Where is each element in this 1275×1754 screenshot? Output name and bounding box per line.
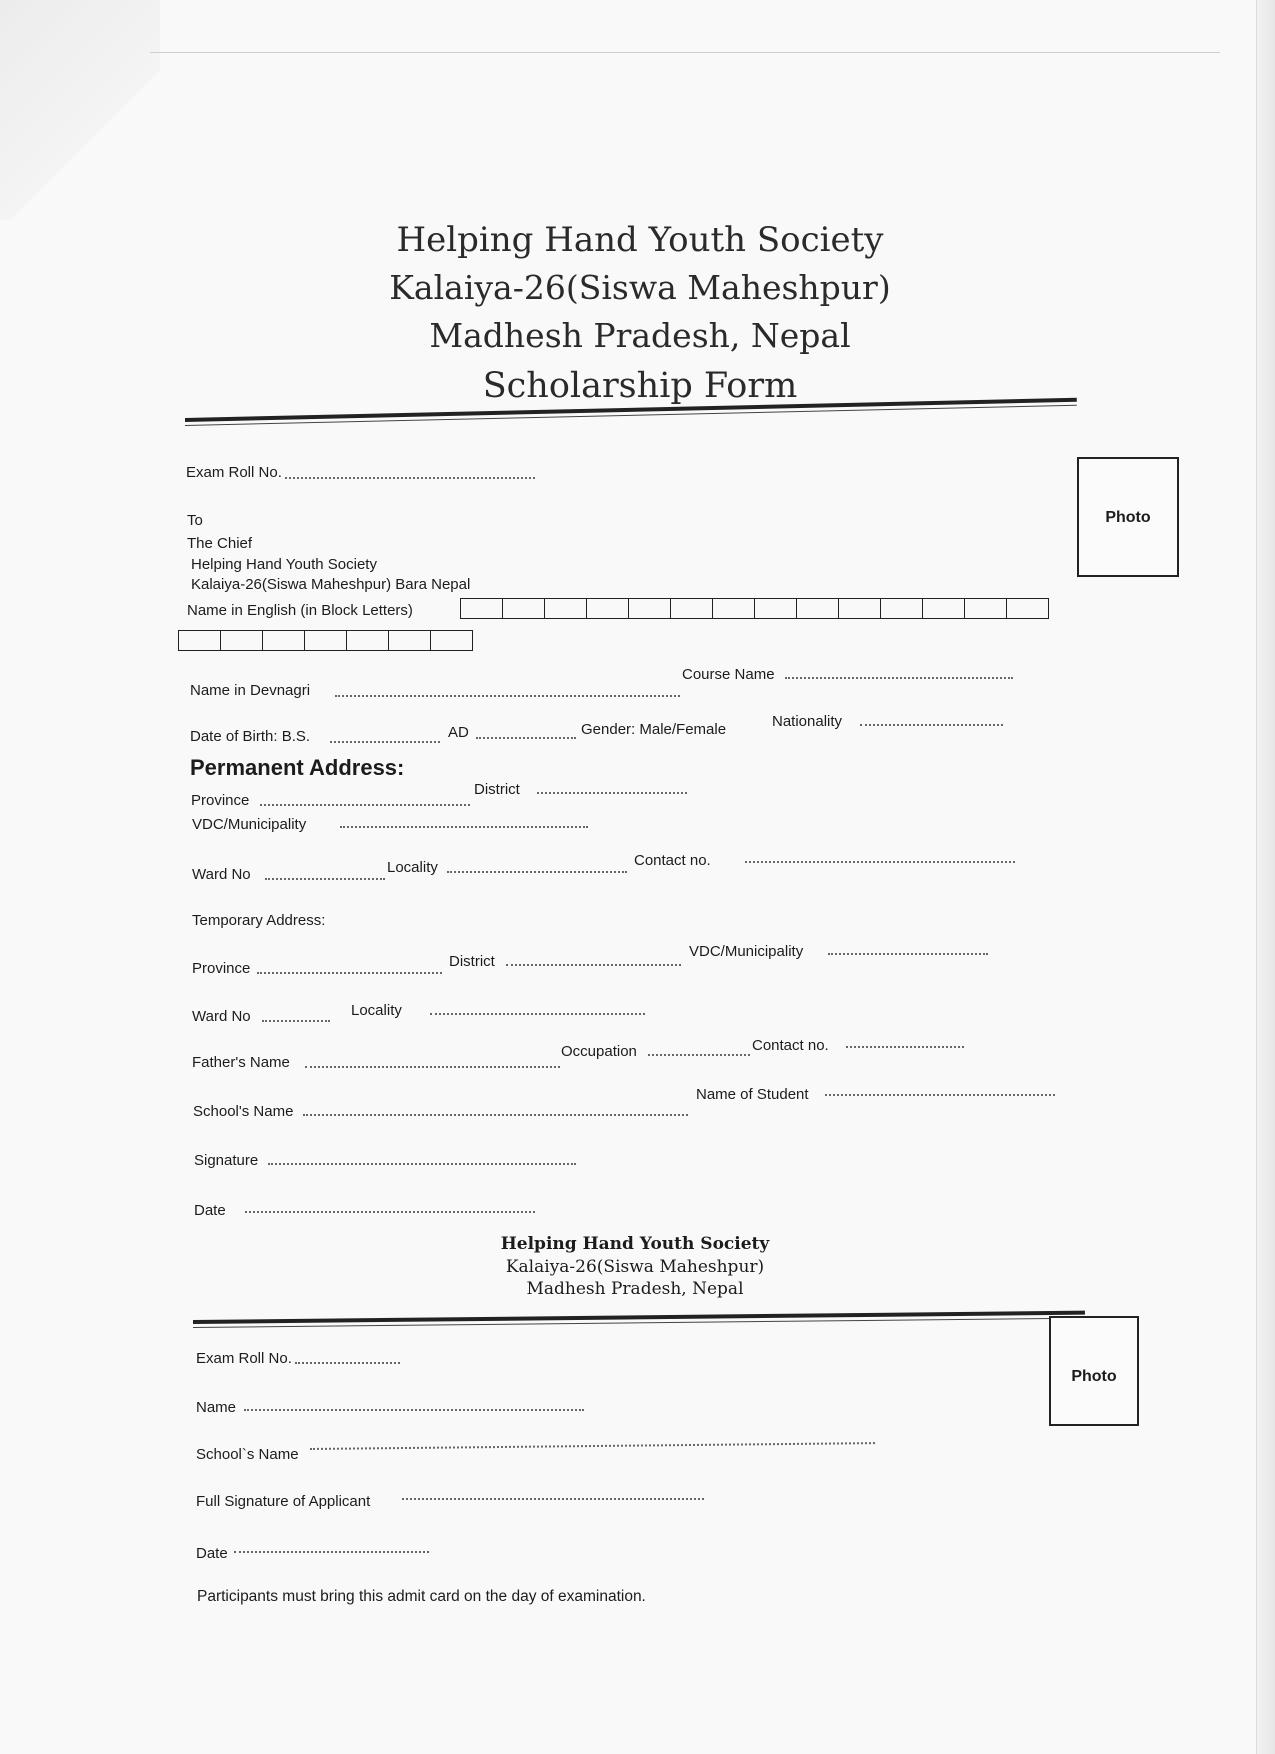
dob-label: Date of Birth: B.S.: [190, 728, 311, 745]
temp-province-label: Province: [192, 960, 251, 977]
admit-date-field[interactable]: [234, 1550, 429, 1553]
perm-province-field[interactable]: [260, 803, 470, 806]
letter-cell[interactable]: [346, 630, 389, 651]
form-title: Scholarship Form: [482, 366, 798, 406]
letter-cell[interactable]: [430, 630, 473, 651]
temp-vdc-label: VDC/Municipality: [689, 943, 804, 960]
temp-province-field[interactable]: [257, 971, 442, 974]
perm-vdc-field[interactable]: [340, 825, 588, 828]
signature-field[interactable]: [268, 1162, 576, 1165]
letter-cell[interactable]: [1006, 598, 1049, 619]
letter-cell[interactable]: [880, 598, 923, 619]
occupation-label: Occupation: [561, 1043, 637, 1060]
letter-cell[interactable]: [712, 598, 755, 619]
admit-photo-label: Photo: [1071, 1368, 1117, 1385]
letter-cell[interactable]: [388, 630, 431, 651]
ad-label: AD: [448, 724, 469, 741]
admit-full-signature-label: Full Signature of Applicant: [196, 1493, 371, 1510]
letter-cell[interactable]: [586, 598, 629, 619]
to-label: To: [187, 512, 203, 529]
letter-cell[interactable]: [544, 598, 587, 619]
date-field[interactable]: [245, 1210, 535, 1213]
letter-cell[interactable]: [220, 630, 263, 651]
admit-date-label: Date: [196, 1545, 228, 1562]
name-devnagri-field[interactable]: [335, 694, 680, 697]
letter-cell[interactable]: [838, 598, 881, 619]
name-english-grid-top[interactable]: [460, 598, 1048, 619]
exam-roll-field[interactable]: [285, 476, 535, 479]
perm-vdc-label: VDC/Municipality: [192, 816, 307, 833]
admit-exam-roll-label: Exam Roll No.: [196, 1350, 292, 1367]
perm-ward-field[interactable]: [265, 877, 385, 880]
signature-label: Signature: [194, 1152, 259, 1169]
student-name-field[interactable]: [825, 1093, 1055, 1096]
admit-name-label: Name: [196, 1399, 237, 1416]
admit-school-label: School`s Name: [196, 1446, 299, 1463]
letter-cell[interactable]: [262, 630, 305, 651]
student-name-label: Name of Student: [696, 1086, 809, 1103]
date-label: Date: [194, 1202, 226, 1219]
admit-exam-roll-field[interactable]: [295, 1361, 400, 1364]
page-edge: [1256, 0, 1275, 1754]
nationality-label: Nationality: [772, 713, 843, 730]
name-english-grid-bottom[interactable]: [178, 630, 472, 651]
letter-cell[interactable]: [670, 598, 713, 619]
temp-vdc-field[interactable]: [828, 952, 988, 955]
father-name-field[interactable]: [305, 1065, 560, 1068]
org-address-2: Madhesh Pradesh, Nepal: [429, 316, 851, 355]
father-contact-label: Contact no.: [752, 1037, 829, 1054]
letter-cell[interactable]: [922, 598, 965, 619]
course-name-field[interactable]: [785, 676, 1013, 679]
exam-roll-label: Exam Roll No.: [186, 464, 282, 481]
admit-address-2: Madhesh Pradesh, Nepal: [526, 1279, 744, 1299]
temp-ward-label: Ward No: [192, 1008, 251, 1025]
admit-org-title: Helping Hand Youth Society: [500, 1234, 770, 1254]
page-fold: [0, 0, 160, 220]
name-english-label: Name in English (in Block Letters): [187, 602, 413, 619]
school-name-label: School's Name: [193, 1103, 294, 1120]
admit-note: Participants must bring this admit card on the day of examination.: [197, 1588, 646, 1605]
perm-locality-field[interactable]: [447, 870, 627, 873]
photo-label: Photo: [1105, 509, 1151, 526]
letter-cell[interactable]: [304, 630, 347, 651]
top-edge-line: [150, 52, 1220, 53]
photo-box[interactable]: [1077, 457, 1179, 577]
letter-cell[interactable]: [178, 630, 221, 651]
occupation-field[interactable]: [648, 1053, 750, 1056]
perm-contact-field[interactable]: [745, 860, 1015, 863]
temp-district-field[interactable]: [506, 963, 681, 966]
nationality-field[interactable]: [860, 723, 1003, 726]
letter-cell[interactable]: [460, 598, 503, 619]
letter-cell[interactable]: [796, 598, 839, 619]
letter-cell[interactable]: [628, 598, 671, 619]
temp-district-label: District: [449, 953, 495, 970]
org-address-1: Kalaiya-26(Siswa Maheshpur): [389, 268, 891, 307]
course-name-label: Course Name: [682, 666, 775, 683]
perm-ward-label: Ward No: [192, 866, 251, 883]
temp-locality-label: Locality: [351, 1002, 402, 1019]
addressee-place: Kalaiya-26(Siswa Maheshpur) Bara Nepal: [191, 576, 471, 593]
admit-school-field[interactable]: [310, 1441, 875, 1450]
temporary-address-heading: Temporary Address:: [192, 912, 326, 929]
father-contact-field[interactable]: [846, 1045, 964, 1048]
dob-ad-field[interactable]: [476, 736, 576, 739]
org-title: Helping Hand Youth Society: [396, 220, 884, 260]
school-name-field[interactable]: [303, 1113, 688, 1116]
gender-label: Gender: Male/Female: [581, 721, 727, 738]
father-name-label: Father's Name: [192, 1054, 290, 1071]
name-devnagri-label: Name in Devnagri: [190, 682, 311, 699]
permanent-address-heading: Permanent Address:: [190, 755, 405, 780]
admit-photo-box[interactable]: [1049, 1316, 1139, 1426]
perm-contact-label: Contact no.: [634, 852, 711, 869]
chief-label: The Chief: [187, 535, 253, 552]
admit-full-signature-field[interactable]: [402, 1497, 704, 1500]
temp-locality-field[interactable]: [430, 1012, 645, 1015]
letter-cell[interactable]: [964, 598, 1007, 619]
admit-address-1: Kalaiya-26(Siswa Maheshpur): [505, 1257, 765, 1277]
dob-bs-field[interactable]: [330, 740, 440, 743]
perm-locality-label: Locality: [387, 859, 438, 876]
perm-province-label: Province: [191, 792, 250, 809]
admit-name-field[interactable]: [244, 1408, 584, 1411]
addressee-org: Helping Hand Youth Society: [191, 556, 377, 573]
perm-district-label: District: [474, 781, 520, 798]
letter-cell[interactable]: [754, 598, 797, 619]
perm-district-field[interactable]: [537, 791, 687, 794]
temp-ward-field[interactable]: [262, 1019, 330, 1022]
letter-cell[interactable]: [502, 598, 545, 619]
